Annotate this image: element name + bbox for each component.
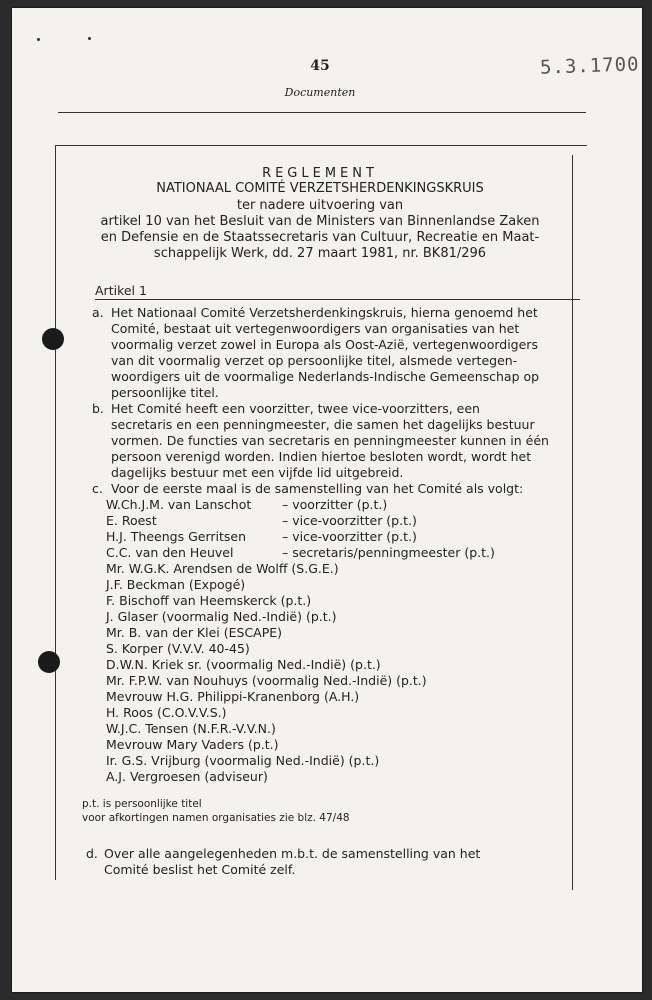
- footnote: voor afkortingen namen organisaties zie blz. 47/48: [82, 812, 350, 824]
- speck: [37, 38, 40, 41]
- board-member-name: W.Ch.J.M. van Lanschot: [106, 497, 252, 512]
- board-member-name: H.J. Theengs Gerritsen: [106, 529, 247, 544]
- box-border-left: [55, 145, 56, 880]
- committee-member: Mr. W.G.K. Arendsen de Wolff (S.G.E.): [106, 561, 339, 576]
- item-b-line: secretaris en een penningmeester, die samen het dagelijks bestuur: [111, 417, 535, 432]
- title-line: artikel 10 van het Besluit van de Ministers van Binnenlandse Zaken: [100, 214, 540, 229]
- board-member-name: C.C. van den Heuvel: [106, 545, 234, 560]
- committee-member: S. Korper (V.V.V. 40-45): [106, 641, 250, 656]
- item-a-line: Het Nationaal Comité Verzetsherdenkingskruis, hierna genoemd het: [111, 305, 538, 320]
- item-marker-c: c.: [92, 481, 103, 496]
- item-a-line: woordigers uit de voormalige Nederlands-Indische Gemeenschap op: [111, 369, 540, 384]
- item-b-line: dagelijks bestuur met een vijfde lid uitgebreid.: [111, 465, 404, 480]
- item-b-line: persoon verenigd worden. Indien hiertoe besloten wordt, wordt het: [111, 449, 532, 464]
- page-number: 45: [310, 58, 330, 74]
- item-a-line: voormalig verzet zowel in Europa als Oost-Azië, vertegenwoordigers: [111, 337, 538, 352]
- committee-member: Mevrouw H.G. Philippi-Kranenborg (A.H.): [106, 689, 360, 704]
- title-line: ter nadere uitvoering van: [236, 198, 404, 213]
- item-d-line: Comité beslist het Comité zelf.: [104, 862, 296, 877]
- item-c-intro: Voor de eerste maal is de samenstelling van het Comité als volgt:: [111, 481, 524, 496]
- committee-member: F. Bischoff van Heemskerck (p.t.): [106, 593, 312, 608]
- item-b-line: vormen. De functies van secretaris en penningmeester kunnen in één: [111, 433, 549, 448]
- handwritten-date: 5.3.1700: [539, 53, 640, 79]
- committee-member: H. Roos (C.O.V.V.S.): [106, 705, 227, 720]
- title-line: en Defensie en de Staatssecretaris van Cultuur, Recreatie en Maat-: [100, 230, 540, 245]
- punch-hole: [42, 328, 64, 350]
- item-d-line: Over alle aangelegenheden m.b.t. de samenstelling van het: [104, 846, 481, 861]
- committee-member: D.W.N. Kriek sr. (voormalig Ned.-Indië) (p.t.): [106, 657, 381, 672]
- title-line: schappelijk Werk, dd. 27 maart 1981, nr. BK81/296: [153, 246, 487, 261]
- box-border-right: [572, 155, 573, 890]
- box-border-top: [55, 145, 587, 146]
- committee-member: A.J. Vergroesen (adviseur): [106, 769, 268, 784]
- committee-member: J.F. Beckman (Expogé): [106, 577, 246, 592]
- committee-member: Mr. F.P.W. van Nouhuys (voormalig Ned.-Indië) (p.t.): [106, 673, 427, 688]
- regulation-subtitle: NATIONAAL COMITÉ VERZETSHERDENKINGSKRUIS: [156, 181, 484, 196]
- committee-member: Ir. G.S. Vrijburg (voormalig Ned.-Indië) (p.t.): [106, 753, 380, 768]
- item-a-line: persoonlijke titel.: [111, 385, 219, 400]
- board-member-name: E. Roest: [106, 513, 157, 528]
- board-member-role: – vice-voorzitter (p.t.): [282, 513, 417, 528]
- board-member-role: – vice-voorzitter (p.t.): [282, 529, 417, 544]
- item-a-line: van dit voormalig verzet op persoonlijke titel, alsmede vertegen-: [111, 353, 518, 368]
- punch-hole: [38, 651, 60, 673]
- article-heading: Artikel 1: [95, 283, 580, 300]
- item-marker-a: a.: [92, 305, 104, 320]
- header-rule: [58, 112, 586, 113]
- committee-member: J. Glaser (voormalig Ned.-Indië) (p.t.): [106, 609, 337, 624]
- committee-member: W.J.C. Tensen (N.F.R.-V.V.N.): [106, 721, 276, 736]
- speck: [88, 37, 91, 40]
- item-marker-d: d.: [86, 846, 98, 861]
- item-a-line: Comité, bestaat uit vertegenwoordigers van organisaties van het: [111, 321, 520, 336]
- footnote: p.t. is persoonlijke titel: [82, 798, 202, 810]
- section-title: Documenten: [284, 86, 356, 99]
- committee-member: Mevrouw Mary Vaders (p.t.): [106, 737, 279, 752]
- item-marker-b: b.: [92, 401, 104, 416]
- committee-member: Mr. B. van der Klei (ESCAPE): [106, 625, 283, 640]
- regulation-heading: REGLEMENT: [262, 166, 378, 181]
- board-member-role: – voorzitter (p.t.): [282, 497, 388, 512]
- board-member-role: – secretaris/penningmeester (p.t.): [282, 545, 495, 560]
- item-b-line: Het Comité heeft een voorzitter, twee vice-voorzitters, een: [111, 401, 480, 416]
